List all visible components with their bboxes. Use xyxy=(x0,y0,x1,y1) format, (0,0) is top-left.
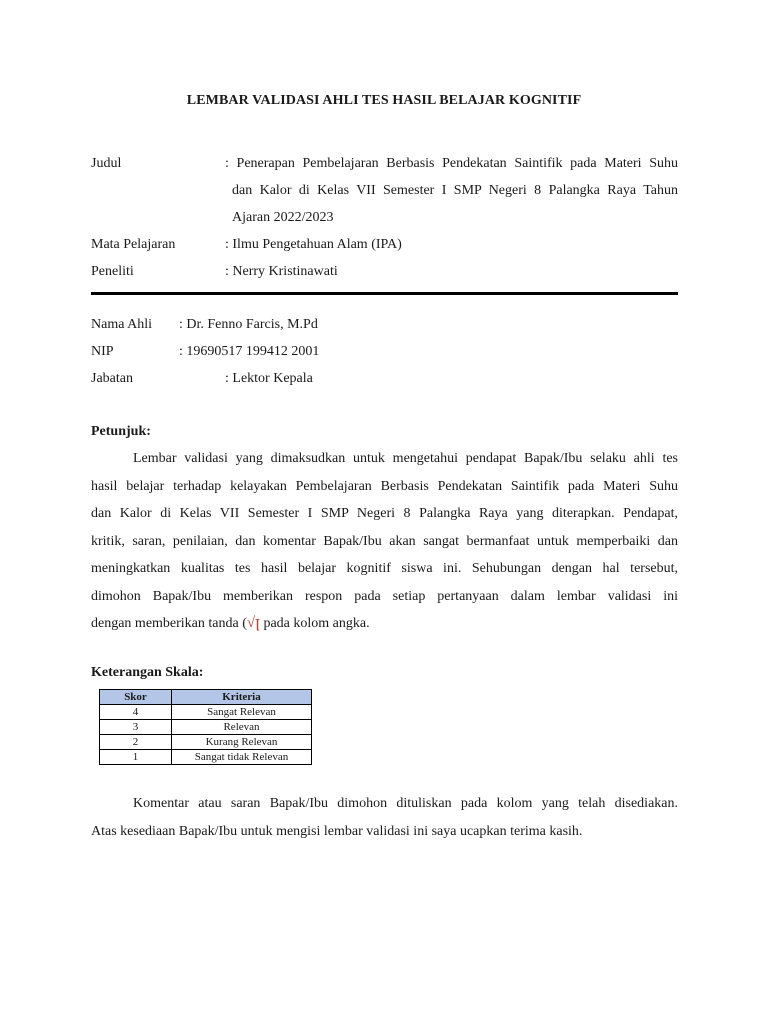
petunjuk-line: Lembar validasi yang dimaksudkan untuk mengetahui pendapat Bapak/Ibu selaku ahli tes xyxy=(133,451,678,466)
petunjuk-last-line xyxy=(91,610,678,638)
nip-value: : 19690517 199412 2001 xyxy=(179,344,320,359)
petunjuk-last-text-after: pada kolom angka. xyxy=(259,616,370,631)
skala-skor-cell: 2 xyxy=(100,735,172,750)
penutup-line: Komentar atau saran Bapak/Ibu dimohon dituliskan pada kolom yang telah disediakan. xyxy=(133,796,678,811)
jabatan-label: Jabatan xyxy=(91,371,133,386)
skala-kriteria-cell: Sangat Relevan xyxy=(172,705,312,720)
nip-label: NIP xyxy=(91,344,114,359)
check-mark-close: ꞁ xyxy=(255,615,260,631)
penutup-line: Atas kesediaan Bapak/Ibu untuk mengisi lembar validasi ini saya ucapkan terima kasih. xyxy=(91,823,583,839)
skala-header-row xyxy=(100,690,312,705)
petunjuk-paragraph xyxy=(91,445,678,638)
petunjuk-line: dan Kalor di Kelas VII Semester I SMP Negeri 8 Palangka Raya yang diterapkan. Pendapat, xyxy=(91,506,678,521)
petunjuk-last-text-before: dengan memberikan tanda ( xyxy=(91,616,247,631)
judul-label: Judul xyxy=(91,156,122,171)
skala-header-skor: Skor xyxy=(100,690,172,705)
peneliti-value: : Nerry Kristinawati xyxy=(225,264,338,279)
mapel-label: Mata Pelajaran xyxy=(91,237,176,252)
judul-value-line-2: dan Kalor di Kelas VII Semester I SMP Negeri 8 Palangka Raya Tahun xyxy=(232,183,678,198)
table-row xyxy=(100,750,312,765)
petunjuk-line: dimohon Bapak/Ibu memberikan respon pada setiap pertanyaan dalam lembar validasi ini xyxy=(91,588,678,604)
judul-value-line-3: Ajaran 2022/2023 xyxy=(232,210,334,225)
table-row xyxy=(100,735,312,750)
check-mark-icon: √ xyxy=(246,615,256,631)
skala-skor-cell: 4 xyxy=(100,705,172,720)
jabatan-value: : Lektor Kepala xyxy=(225,371,313,386)
skala-kriteria-cell: Relevan xyxy=(172,720,312,735)
mapel-value: : Ilmu Pengetahuan Alam (IPA) xyxy=(225,237,402,252)
document-title: LEMBAR VALIDASI AHLI TES HASIL BELAJAR KOGNITIF xyxy=(186,93,582,108)
nama-ahli-value: : Dr. Fenno Farcis, M.Pd xyxy=(179,317,318,332)
skala-kriteria-cell: Sangat tidak Relevan xyxy=(172,750,312,765)
skala-header-kriteria: Kriteria xyxy=(172,690,312,705)
table-row xyxy=(100,720,312,735)
petunjuk-line: hasil belajar terhadap kelayakan Pembelajaran Berbasis Pendekatan Saintifik pada Materi Suhu xyxy=(91,478,678,494)
skala-heading: Keterangan Skala: xyxy=(91,665,204,680)
skala-kriteria-cell: Kurang Relevan xyxy=(172,735,312,750)
peneliti-label: Peneliti xyxy=(91,264,134,279)
table-row xyxy=(100,705,312,720)
section-divider xyxy=(91,292,678,295)
skala-skor-cell: 3 xyxy=(100,720,172,735)
penutup-paragraph xyxy=(91,790,678,845)
petunjuk-heading: Petunjuk: xyxy=(91,424,151,439)
skala-table xyxy=(99,689,312,765)
petunjuk-line: meningkatkan kualitas tes hasil belajar kognitif siswa ini. Sehubungan dengan hal tersebut, xyxy=(91,561,678,576)
skala-skor-cell: 1 xyxy=(100,750,172,765)
judul-value-line-1: : Penerapan Pembelajaran Berbasis Pendekatan Saintifik pada Materi Suhu xyxy=(225,156,678,171)
nama-ahli-label: Nama Ahli xyxy=(91,317,153,332)
petunjuk-line: kritik, saran, penilaian, dan komentar Bapak/Ibu akan sangat bermanfaat untuk memperbaiki dan xyxy=(91,533,678,549)
